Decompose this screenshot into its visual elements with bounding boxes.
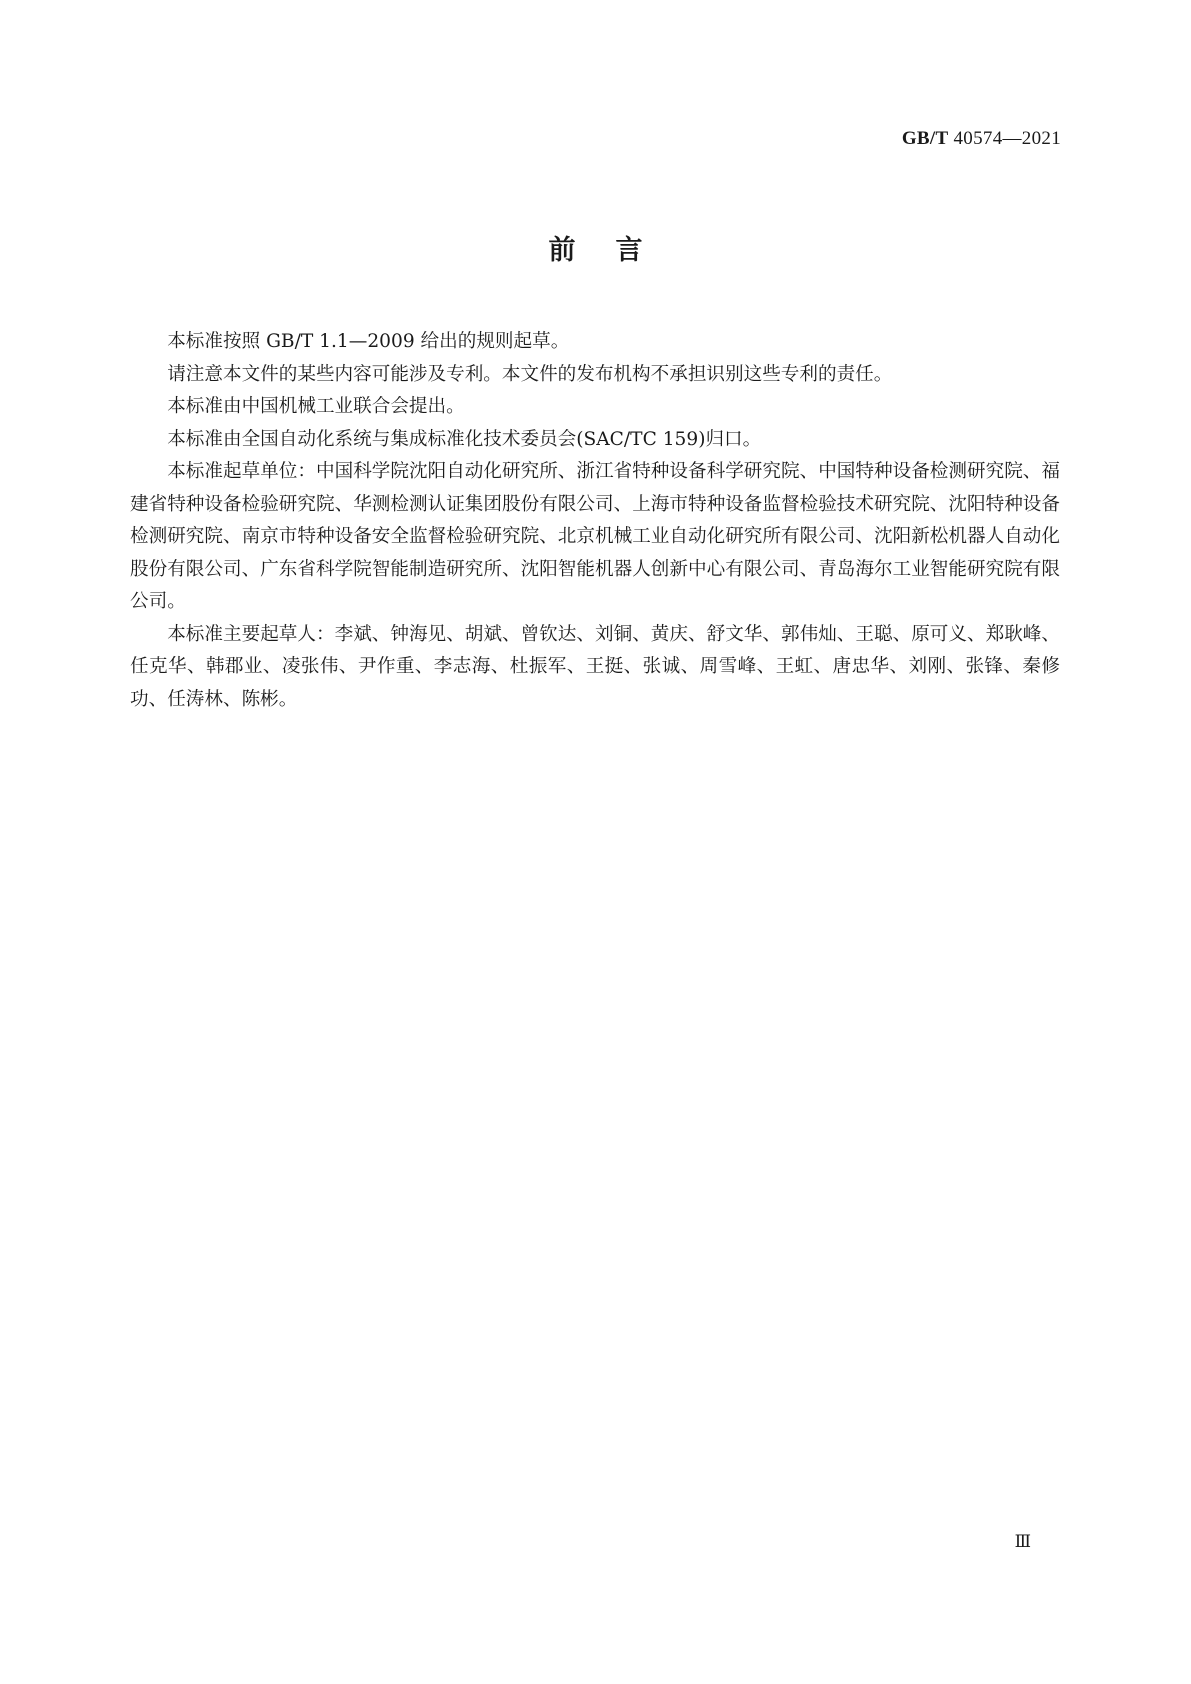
paragraph-drafting-rules: 本标准按照 GB/T 1.1—2009 给出的规则起草。 — [167, 331, 570, 352]
standard-prefix: GB/T — [901, 128, 949, 149]
paragraph-proposer: 本标准由中国机械工业联合会提出。 — [167, 396, 465, 417]
paragraph-patent-notice: 请注意本文件的某些内容可能涉及专利。本文件的发布机构不承担识别这些专利的责任。 — [167, 363, 893, 385]
page-title: 前言 — [548, 235, 683, 266]
standard-code: 40574—2021 — [953, 128, 1061, 149]
paragraph-administrator: 本标准由全国自动化系统与集成标准化技术委员会(SAC/TC 159)归口。 — [167, 428, 762, 450]
foreword-body — [130, 326, 1060, 716]
paragraph-drafting-organizations: 本标准起草单位：中国科学院沈阳自动化研究所、浙江省特种设备科学研究院、中国特种设备检测研究院、福建省特种设备检验研究院、华测检测认证集团股份有限公司、上海市特种设备监督检验技术研究院、沈阳特种设备检测研究院、南京市特种设备安全监督检验研究院、北京机械工业自动化研究所有限公司、沈阳新松机器人自动化股份有限公司、广东省科学院智能制造研究所、沈阳智能机器人创新中心有限公司、青岛海尔工业智能研究院有限公司。 — [130, 461, 1060, 612]
page-number: Ⅲ — [1014, 1532, 1031, 1551]
standard-number — [902, 128, 1061, 150]
paragraph-drafters: 本标准主要起草人：李斌、钟海见、胡斌、曾钦达、刘铜、黄庆、舒文华、郭伟灿、王聪、原可义、郑耿峰、任克华、韩郡业、凌张伟、尹作重、李志海、杜振军、王挺、张诚、周雪峰、王虹、唐忠华、刘刚、张锋、秦修功、任涛林、陈彬。 — [130, 623, 1060, 710]
